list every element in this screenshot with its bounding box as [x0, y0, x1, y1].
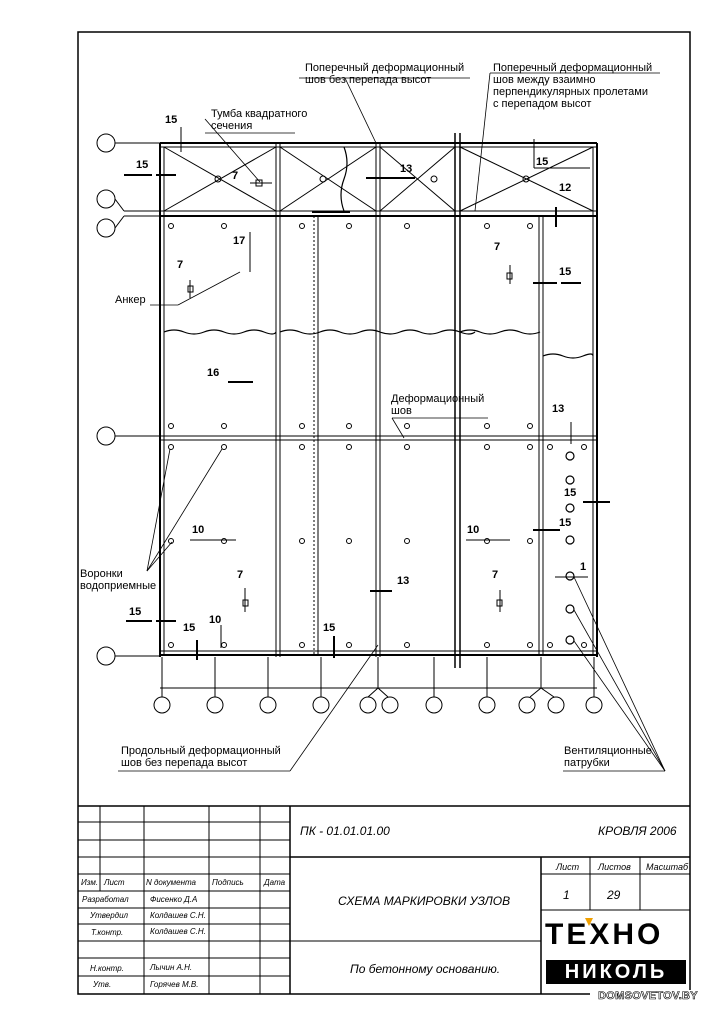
node-number: 7	[494, 241, 501, 253]
label-transverse-joint-step: Поперечный деформационный шов между взаимно перпендикулярных пролетами с перепадом высот	[493, 62, 653, 110]
logo-tekhno: ТЕХНО	[545, 918, 664, 951]
node-number: 17	[233, 235, 246, 247]
node-number: 15	[559, 517, 572, 529]
grid-axes-bottom	[154, 657, 602, 713]
drawing-subtitle: По бетонному основанию.	[350, 962, 501, 976]
col-list: Лист	[104, 878, 125, 887]
col-date: Дата	[264, 878, 286, 887]
node-number: 1	[580, 561, 587, 573]
node-number: 10	[467, 524, 480, 536]
node-marker-ticks	[124, 127, 610, 660]
node-number: 15	[323, 622, 336, 634]
label-longitudinal-joint: Продольный деформационный шов без перепада высот	[121, 745, 281, 769]
node-number: 15	[165, 114, 178, 126]
sheets-total: 29	[607, 888, 621, 902]
sheet-number: 1	[563, 888, 570, 902]
header-sheet: Лист	[556, 862, 580, 872]
role-approved: Утвердил	[90, 911, 129, 920]
role-utv: Утв.	[93, 980, 112, 989]
watermark: DOMSOVETOV.BY	[590, 990, 706, 1004]
node-number: 15	[559, 266, 572, 278]
name-approved: Колдашев С.Н.	[150, 911, 206, 920]
node-number: 15	[536, 156, 549, 168]
header-sheets: Листов	[598, 862, 631, 872]
col-sign: Подпись	[212, 878, 244, 887]
role-norm-control: Н.контр.	[90, 964, 124, 973]
name-norm-control: Лычин А.Н.	[150, 963, 193, 972]
drawing-title: СХЕМА МАРКИРОВКИ УЗЛОВ	[338, 894, 511, 908]
name-tech-control: Колдашев С.Н.	[150, 927, 206, 936]
node-number: 7	[232, 170, 239, 182]
doc-code: ПК - 01.01.01.00	[300, 824, 390, 838]
node-number: 10	[209, 614, 222, 626]
col-ndoc: N документа	[146, 878, 197, 887]
node-number: 13	[552, 403, 565, 415]
node-number: 13	[397, 575, 410, 587]
node-number: 13	[400, 163, 413, 175]
project-name: КРОВЛЯ 2006	[598, 824, 677, 838]
node-number: 15	[136, 159, 149, 171]
logo-nikol: НИКОЛЬ	[546, 960, 686, 984]
label-transverse-joint-flat: Поперечный деформационный шов без перепада высот	[305, 62, 465, 86]
role-tech-control: Т.контр.	[91, 928, 124, 937]
label-vent-pipes: Вентиляционные патрубки	[564, 745, 652, 769]
node-number: 15	[564, 487, 577, 499]
roof-plan	[160, 133, 597, 668]
node-number: 15	[129, 606, 142, 618]
node-number: 16	[207, 367, 220, 379]
label-square-pedestal: Тумба квадратного сечения	[211, 108, 308, 132]
sheet-frame	[78, 32, 690, 994]
node-number: 15	[183, 622, 196, 634]
node-number: 7	[177, 259, 184, 271]
node-number: 7	[237, 569, 244, 581]
label-drain-funnels: Воронки водоприемные	[80, 568, 157, 592]
col-izm: Изм.	[81, 878, 99, 887]
node-number: 7	[492, 569, 499, 581]
name-developer: Фисенко Д.А	[150, 895, 198, 904]
role-developer: Разработал	[82, 895, 129, 904]
header-scale: Масштаб	[646, 862, 689, 872]
node-number: 10	[192, 524, 205, 536]
name-utv: Горячев М.В.	[150, 980, 199, 989]
label-expansion-joint: Деформационный шов	[391, 393, 485, 417]
label-anchor: Анкер	[115, 294, 146, 306]
node-number: 12	[559, 182, 572, 194]
